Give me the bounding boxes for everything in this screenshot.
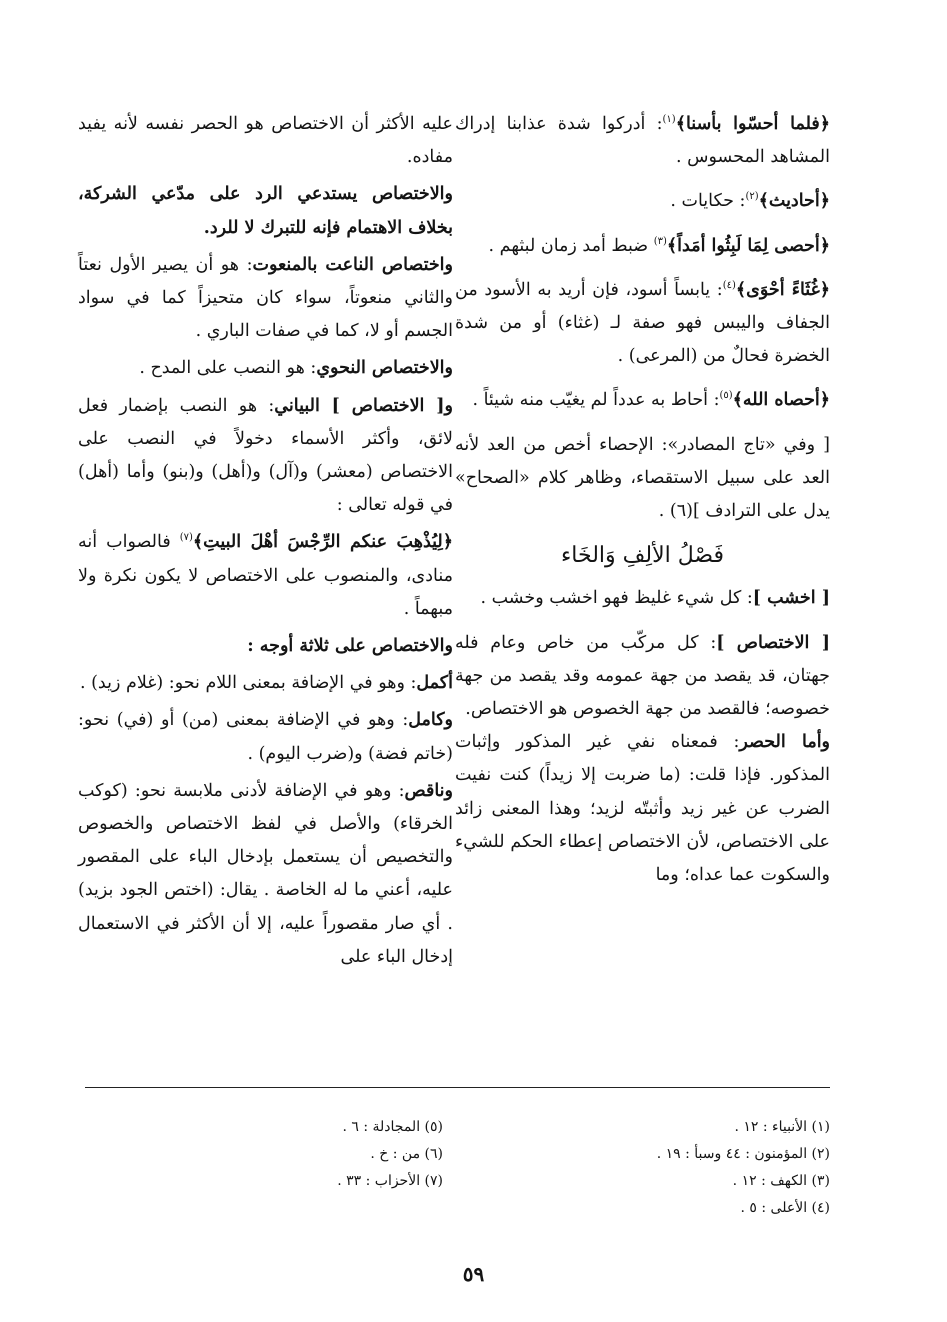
footnotes-right <box>530 1114 830 1222</box>
entry-text: ضبط أمد زمان لبثهم . <box>488 235 654 256</box>
entry-term: [ اخشب ] <box>752 588 830 609</box>
entry-paragraph <box>78 630 453 663</box>
footnote-ref[interactable]: (٢) <box>745 191 759 203</box>
entry-term: ﴿فلما أحسّوا بأسنا﴾ <box>675 114 830 134</box>
entry-text: [ وفي «تاج المصادر»: الإحصاء أخص من العد لأنه العد على سبيل الاستقصاء، وظاهر كلام «الصحاح» يدل على الترادف ](٦) . <box>455 434 830 522</box>
entry-text: : هو النصب على المدح . <box>139 358 317 379</box>
entry-text: : هو النصب بإضمار فعل لائق، وأكثر الأسماء دخولاً في النصب على الاختصاص (معشر) و(آل) و(أهل) و(بنو) وأما (أهل) في قوله تعالى : <box>78 395 453 516</box>
section-heading: فَصْلُ الألِفِ وَالخَاء <box>560 543 725 569</box>
entry-text: : فمعناه نفي غير المذكور وإثبات المذكور. فإذا قلت: (ما ضربت إلا زيداً) كنت نفيت الضرب عن غير زيد وأثبتّه لزيد؛ وهذا المعنى زائد على الاختصاص، لأن الاختصاص إعطاء الحكم للشيء والسكوت عما عداه؛ وما <box>455 732 830 886</box>
footnotes-left <box>143 1114 443 1195</box>
entry-paragraph <box>455 230 830 263</box>
footnote: (٤) الأعلى : ٥ . <box>740 1200 830 1216</box>
entry-term: وناقص <box>404 780 453 801</box>
entry-text: : حكايات . <box>670 191 746 212</box>
entry-paragraph <box>78 352 453 385</box>
entry-text: : أدركوا شدة عذابنا إدراك المشاهد المحسوس . <box>455 114 830 168</box>
entry-term: والاختصاص على ثلاثة أوجه : <box>247 636 453 657</box>
entry-term: و[ الاختصاص ] البياني <box>274 395 453 416</box>
entry-text: : وهو في الإضافة بمعنى اللام نحو: (غلام زيد) . <box>79 673 417 694</box>
footnote: (٢) المؤمنون : ٤٤ وسبأ : ١٩ . <box>656 1146 830 1162</box>
entry-term: ﴿أحصاه الله﴾ <box>732 390 830 411</box>
entry-text: : وهو في الإضافة بمعنى (من) أو (في) نحو: (خاتم فضة) و(ضرب اليوم) . <box>78 710 453 764</box>
entry-text: : يابساً أسود، فإن أريد به الأسود من الجفاف واليبس فهو صفة لـ (غثاء) أو من شدة الخضرة فحالٌ من (المرعى) . <box>455 279 830 367</box>
footnote: (٣) الكهف : ١٢ . <box>732 1173 830 1189</box>
entry-paragraph <box>455 274 830 374</box>
entry-paragraph <box>455 726 830 892</box>
footnote-ref[interactable]: (٤) <box>722 279 736 291</box>
entry-paragraph <box>455 627 830 727</box>
footnote-ref[interactable]: (٣) <box>653 235 667 247</box>
entry-text: : هو أن يصير الأول نعتاً والثاني منعوتاً، سواء كان متحيزاً كما في سواد الجسم أو لا، كما في صفات الباري . <box>78 254 453 342</box>
entry-term: ﴿غُثَاءً أحْوَى﴾ <box>735 279 830 300</box>
entry-text: : وهو في الإضافة لأدنى ملابسة نحو: (كوكب الخرقاء) والأصل في لفظ الاختصاص والخصوص والتخصيص أن يستعمل بإدخال الباء على المقصور عليه، أعني ما له الخاصة . يقال: (اختص الجود بزيد) . أي صار مقصوراً عليه، إلا أن الأكثر في الاستعمال إدخال الباء على <box>78 780 453 967</box>
page-number: ٥٩ <box>462 1262 485 1286</box>
footnote: (١) الأنبياء : ١٢ . <box>734 1119 830 1135</box>
footnote-divider <box>85 1087 830 1088</box>
entry-paragraph <box>78 526 453 626</box>
entry-paragraph <box>78 249 453 349</box>
footnote: (٦) من : خ . <box>370 1146 443 1162</box>
entry-paragraph <box>78 390 453 523</box>
entry-paragraph <box>78 775 453 974</box>
footnote: (٧) الأحزاب : ٣٣ . <box>337 1173 443 1189</box>
entry-text: : كل شيء غليظ فهو اخشب وخشب . <box>480 588 753 609</box>
entry-term: ﴿أحصى لِمَا لَبِثُوا أمَداً﴾ <box>666 235 830 256</box>
entry-paragraph <box>455 384 830 417</box>
entry-text: : أحاط به عدداً لم يغيّب منه شيئاً . <box>472 390 720 411</box>
entry-term: وكامل <box>408 710 453 731</box>
entry-text: فالصواب أنه منادى، والمنصوب على الاختصاص لا يكون نكرة ولا مبهماً . <box>78 532 453 619</box>
entry-paragraph <box>78 108 453 174</box>
entry-term: والاختصاص النحوي <box>316 358 453 379</box>
footnote-ref[interactable]: (٧) <box>179 532 193 544</box>
entry-paragraph <box>78 178 453 244</box>
entry-paragraph <box>455 185 830 218</box>
entry-term: واختصاص الناعت بالمنعوت <box>252 254 453 275</box>
entry-paragraph <box>455 429 830 529</box>
entry-term: ﴿لِيُذْهِبَ عنكم الرِّجْسَ أهْلَ البيتِ﴾ <box>192 532 454 553</box>
entry-paragraph <box>455 582 830 615</box>
footnote-ref[interactable]: (١) <box>662 114 676 126</box>
entry-text: : كل مركّب من خاص وعام فله جهتان، قد يقصد من جهة عمومه وقد يقصد من جهة خصوصه؛ فالقصد من جهة الخصوص هو الاختصاص. <box>455 632 830 720</box>
entry-paragraph <box>455 108 830 174</box>
footnote: (٥) المجادلة : ٦ . <box>342 1119 443 1135</box>
entry-term: أكمل <box>416 673 453 694</box>
right-column <box>455 108 830 903</box>
entry-text: عليه الأكثر أن الاختصاص هو الحصر نفسه لأنه يفيد مفاده. <box>78 114 453 168</box>
left-column <box>78 108 453 978</box>
entry-paragraph <box>78 704 453 770</box>
entry-term: ﴿أحاديث﴾ <box>758 191 830 212</box>
entry-term: والاختصاص يستدعي الرد على مدّعي الشركة، بخلاف الاهتمام فإنه للتبرك لا للرد. <box>78 184 453 238</box>
entry-term: وأما الحصر <box>739 732 831 753</box>
entry-term: [ الاختصاص ] <box>716 632 830 653</box>
entry-paragraph <box>78 667 453 700</box>
footnote-ref[interactable]: (٥) <box>719 390 733 402</box>
